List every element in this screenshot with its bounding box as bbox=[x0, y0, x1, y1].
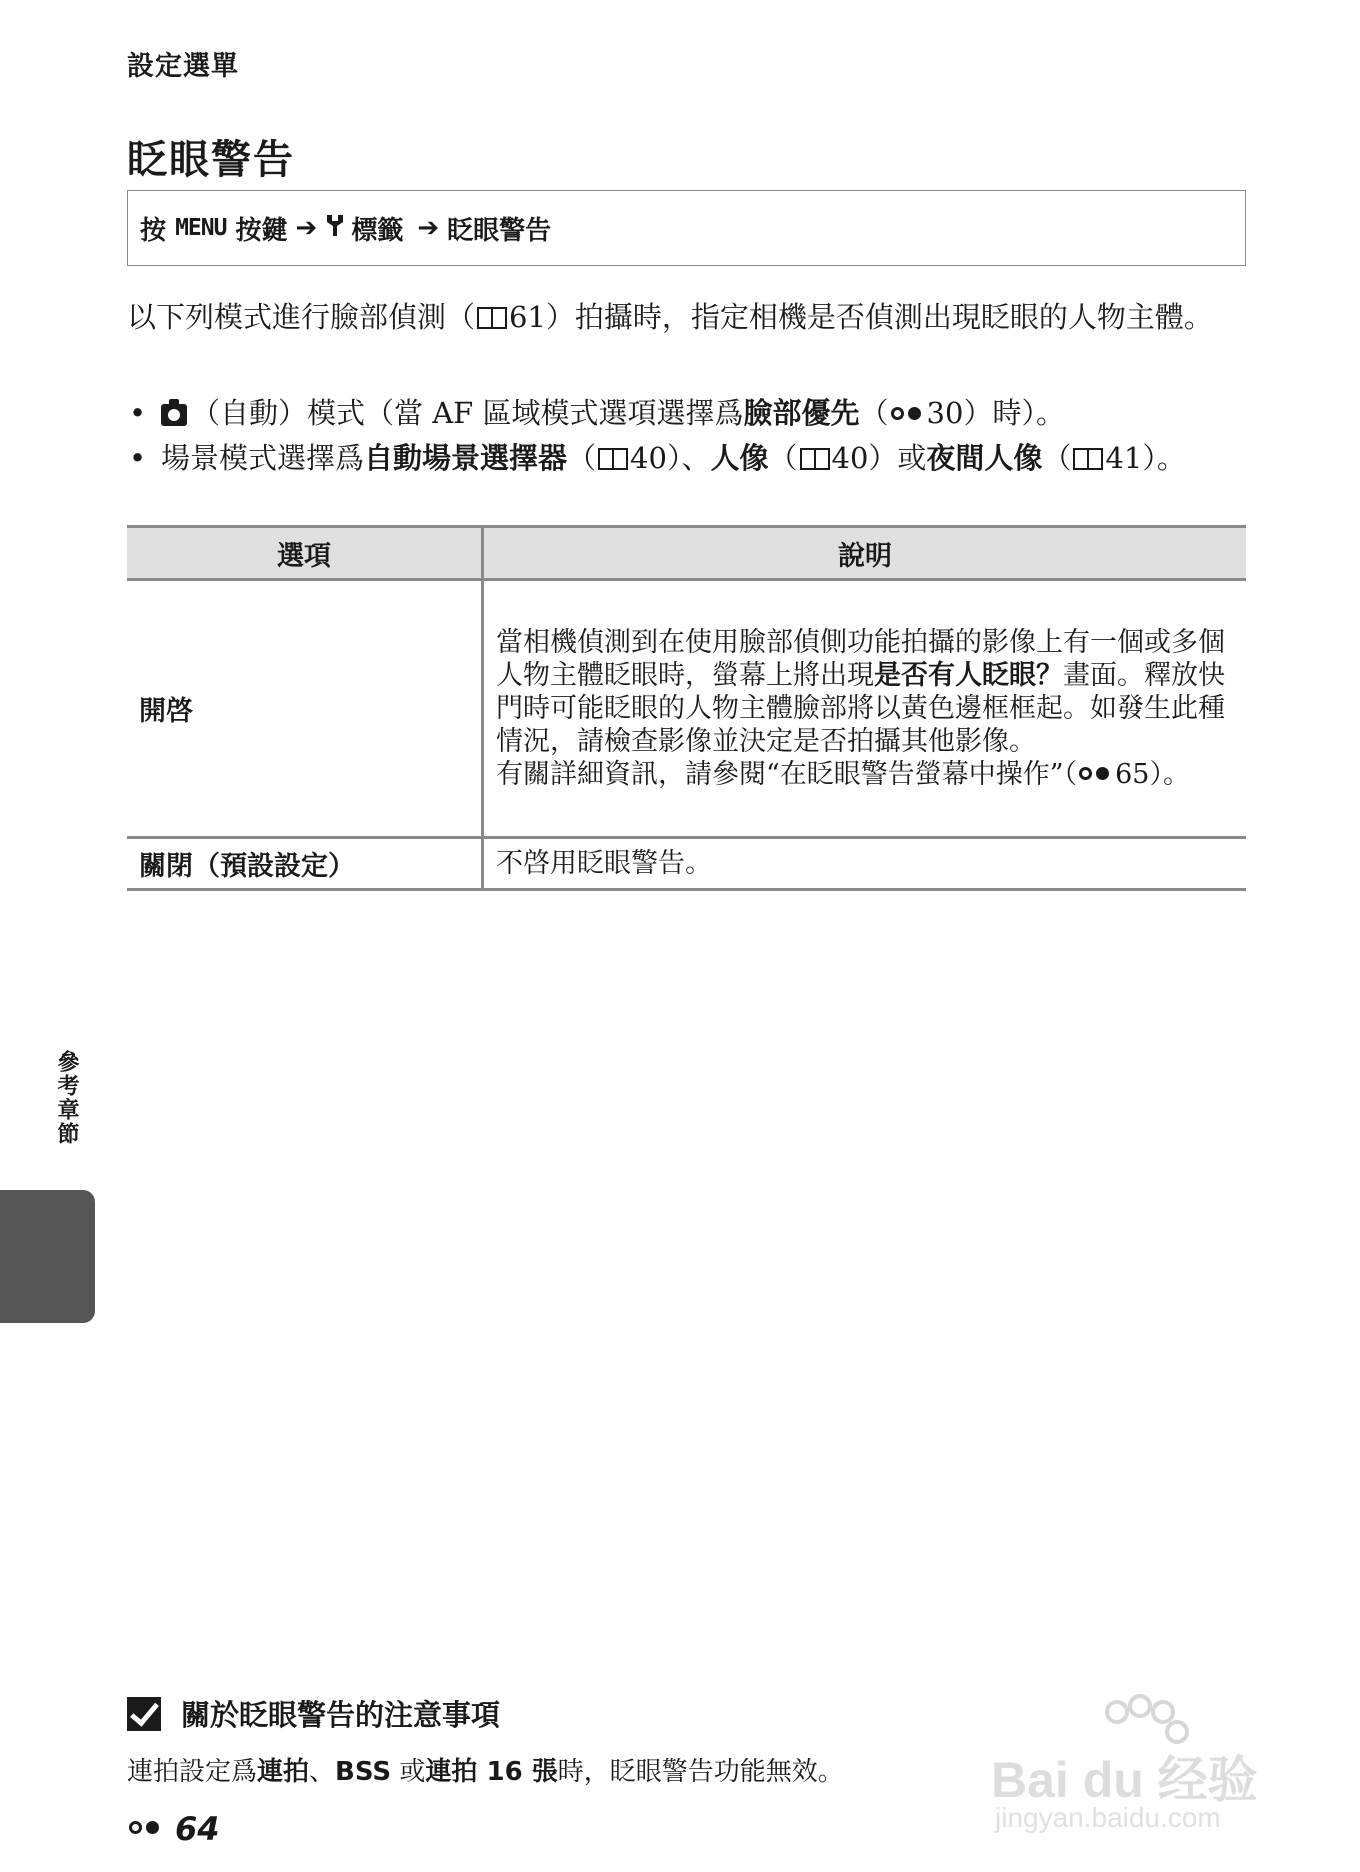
reference-icon bbox=[1079, 765, 1113, 785]
page-ref: 40 bbox=[630, 441, 667, 475]
description-text: 當相機偵測到在使用臉部偵側功能拍攝的影像上有一個或多個人物主體眨眼時，螢幕上將出現 bbox=[496, 627, 1225, 691]
reference-icon bbox=[891, 405, 925, 425]
page-ref: 40 bbox=[831, 441, 869, 475]
options-table bbox=[127, 525, 1246, 891]
page-number bbox=[127, 1810, 220, 1848]
intro-text: ）拍攝時，指定相機是否偵測出現眨眼的人物主體。 bbox=[545, 300, 1213, 334]
note-text-part: 時，眨眼警告功能無效。 bbox=[557, 1757, 844, 1787]
page-ref: 41 bbox=[1105, 441, 1143, 475]
note-title-text: 關於眨眼警告的注意事項 bbox=[181, 1698, 501, 1732]
list-text: （ bbox=[567, 441, 597, 475]
list-item bbox=[127, 393, 1257, 434]
list-text: （ bbox=[768, 441, 798, 475]
list-bold: 自動場景選擇器 bbox=[364, 441, 568, 475]
watermark-brand: Bai du 经验 bbox=[991, 1752, 1258, 1808]
page-number-text: 64 bbox=[175, 1810, 220, 1848]
list-item bbox=[127, 438, 1257, 479]
option-cell: 關閉（預設設定） bbox=[127, 838, 483, 890]
note-bold: 連拍 16 張 bbox=[425, 1757, 558, 1787]
reference-icon bbox=[129, 1819, 171, 1839]
path-prefix: 按 bbox=[140, 215, 167, 246]
path-tab-label: 標籤 bbox=[351, 215, 404, 246]
intro-text: 以下列模式進行臉部偵測（ bbox=[127, 300, 476, 334]
bullet-dot: • bbox=[129, 441, 147, 475]
note-text-part: 或 bbox=[391, 1757, 426, 1787]
note-text-part: 、 bbox=[309, 1757, 336, 1787]
list-bold: 臉部優先 bbox=[743, 396, 860, 430]
description-cell bbox=[483, 580, 1247, 838]
check-icon bbox=[127, 1697, 161, 1731]
description-text: 有關詳細資訊，請參閱“在眨眼警告螢幕中操作”（ bbox=[496, 759, 1078, 790]
note-text-part: 連拍設定爲 bbox=[127, 1757, 258, 1787]
column-header-description: 說明 bbox=[483, 527, 1247, 580]
path-button-word: 按鍵 bbox=[235, 215, 288, 246]
option-cell: 開啓 bbox=[127, 580, 483, 838]
description-text: ）。 bbox=[1149, 759, 1190, 790]
mode-list bbox=[127, 393, 1257, 483]
watermark-url: jingyan.baidu.com bbox=[995, 1802, 1221, 1833]
page-title: 眨眼警告 bbox=[127, 137, 295, 183]
intro-paragraph bbox=[127, 297, 1247, 337]
page-ref: 61 bbox=[509, 300, 546, 334]
list-text: 場景模式選擇爲 bbox=[161, 441, 365, 475]
chapter-side-label: 參考章節 bbox=[54, 1050, 79, 1146]
description-cell: 不啓用眨眼警告。 bbox=[483, 838, 1247, 890]
arrow-icon: ➔ bbox=[295, 213, 318, 243]
camera-icon bbox=[161, 404, 187, 426]
table-header-row bbox=[127, 527, 1246, 580]
list-text: （ bbox=[859, 396, 889, 430]
book-icon bbox=[1073, 448, 1103, 470]
list-text: ）時）。 bbox=[963, 396, 1065, 430]
list-text: ）。 bbox=[1142, 441, 1186, 475]
path-target: 眨眼警告 bbox=[447, 215, 552, 246]
wrench-icon bbox=[325, 213, 345, 244]
list-text: ）、 bbox=[666, 441, 711, 475]
description-text: 畫面。釋放快門時可能眨眼的人物主體臉部將以黃色邊框框起。如發生此種情況，請檢查影像並決定是否拍攝其他影像。 bbox=[496, 660, 1225, 757]
list-bold: 人像 bbox=[710, 441, 769, 475]
table-row bbox=[127, 580, 1246, 838]
arrow-icon: ➔ bbox=[417, 213, 440, 243]
column-header-option: 選項 bbox=[127, 527, 483, 580]
description-bold: 是否有人眨眼？ bbox=[874, 660, 1063, 691]
list-text: ）或 bbox=[868, 441, 927, 475]
note-heading bbox=[127, 1693, 500, 1734]
page-ref: 65 bbox=[1115, 759, 1150, 790]
book-icon bbox=[598, 448, 628, 470]
list-bold: 夜間人像 bbox=[926, 441, 1043, 475]
chapter-tab bbox=[0, 1190, 95, 1323]
note-bold: BSS bbox=[335, 1757, 392, 1787]
table-row bbox=[127, 838, 1246, 890]
book-icon bbox=[477, 307, 507, 329]
bullet-dot: • bbox=[129, 396, 147, 430]
list-text: （ bbox=[1042, 441, 1072, 475]
section-header: 設定選單 bbox=[127, 51, 239, 82]
book-icon bbox=[800, 448, 830, 470]
note-bold: 連拍 bbox=[257, 1757, 310, 1787]
watermark bbox=[985, 1690, 1275, 1840]
list-text: （自動）模式（當 AF 區域模式選項選擇爲 bbox=[191, 396, 744, 430]
menu-path bbox=[127, 190, 1246, 266]
note-text bbox=[127, 1751, 844, 1788]
menu-button-label: MENU bbox=[175, 215, 227, 241]
page-ref: 30 bbox=[926, 396, 964, 430]
